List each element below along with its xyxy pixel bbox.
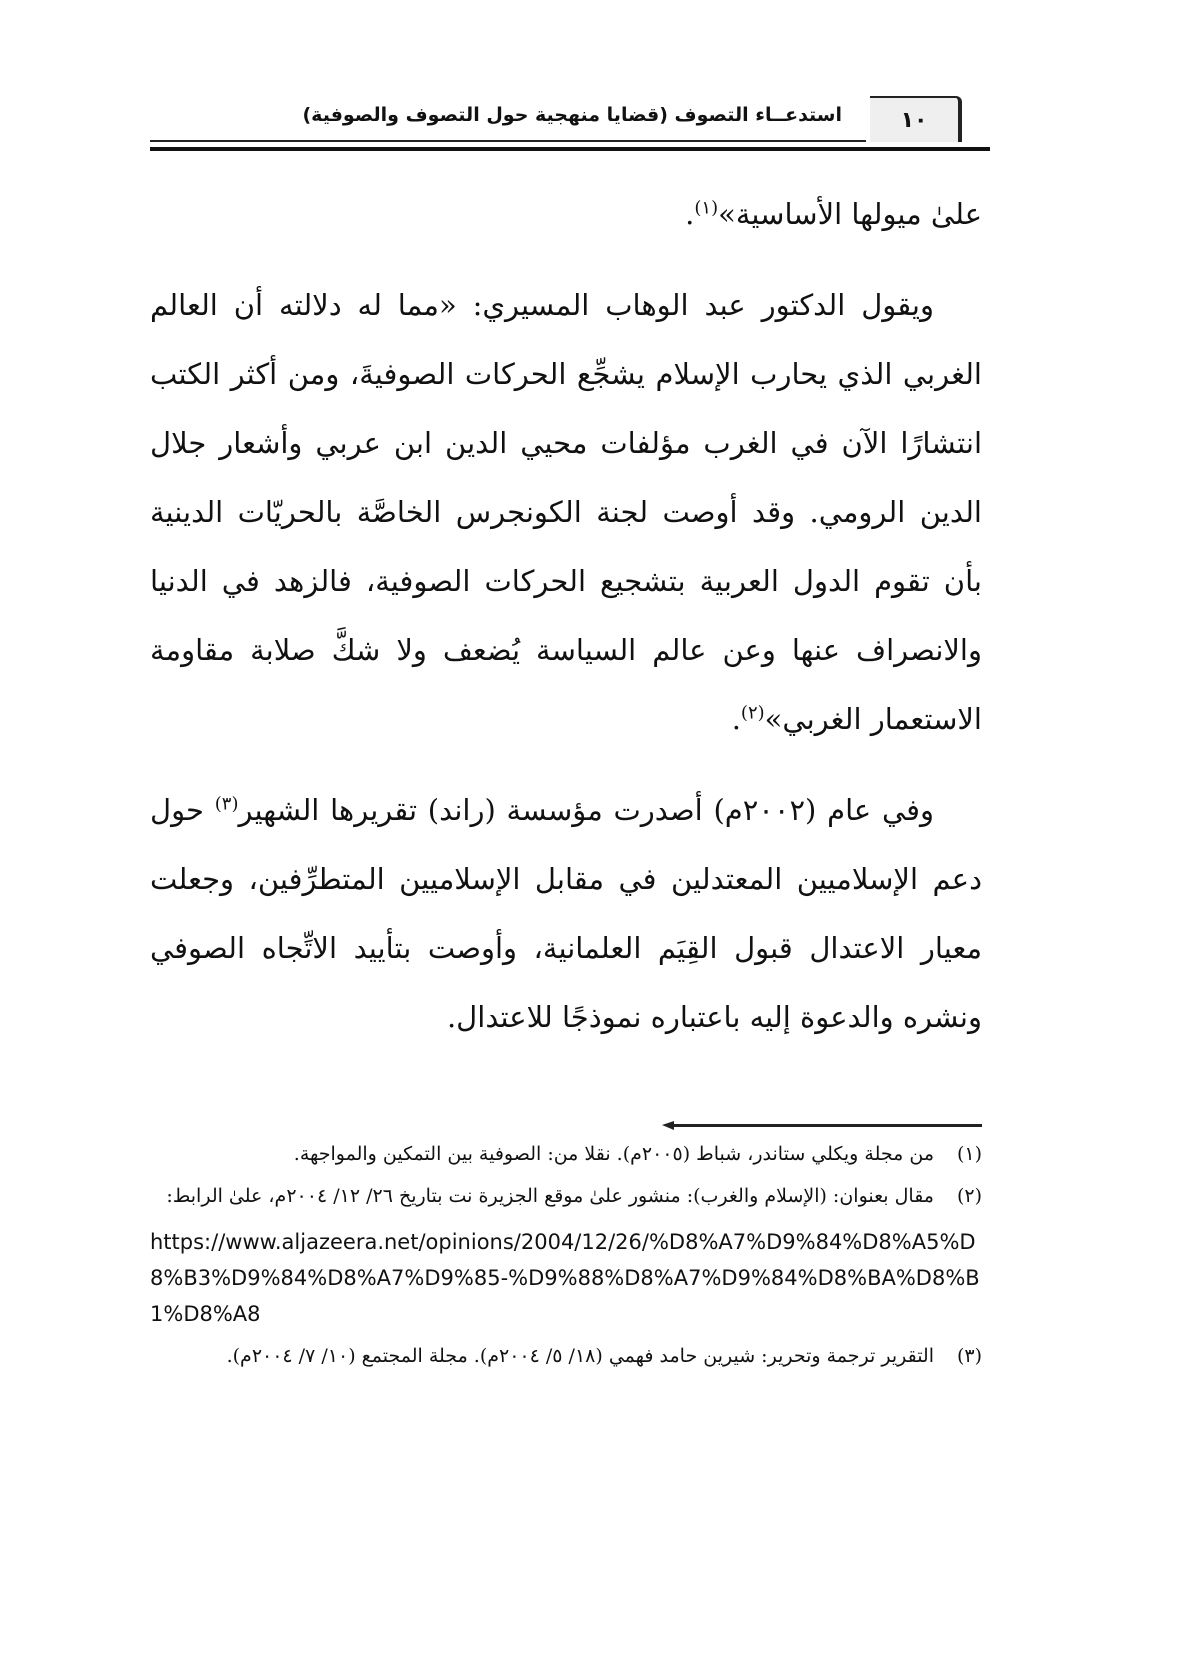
- paragraph-text: علىٰ ميولها الأساسية»: [718, 197, 982, 231]
- footnote: [150, 1338, 982, 1374]
- footnote-ref[interactable]: (٣): [214, 793, 239, 815]
- footnote-number: (٣): [956, 1345, 982, 1367]
- paragraph: [150, 271, 982, 754]
- footnote-number: (٢): [956, 1185, 982, 1207]
- footnote-text: مقال بعنوان: (الإسلام والغرب): منشور علىٰ موقع الجزيرة نت بتاريخ ٢٦/ ١٢/ ٢٠٠٤م، علىٰ الرابط:: [166, 1185, 934, 1207]
- footnote-number: (١): [956, 1143, 982, 1165]
- paragraph-tail: .: [685, 197, 695, 231]
- footnote-ref[interactable]: (١): [694, 197, 719, 219]
- footnote: [150, 1178, 982, 1214]
- footnote: [150, 1136, 982, 1172]
- page-number: ١٠: [900, 107, 928, 133]
- footnote-text: التقرير ترجمة وتحرير: شيرين حامد فهمي (١٨/ ٥/ ٢٠٠٤م). مجلة المجتمع (١٠/ ٧/ ٢٠٠٤م).: [226, 1345, 934, 1367]
- paragraph-tail: حول دعم الإسلاميين المعتدلين في مقابل الإسلاميين المتطرِّفين، وجعلت معيار الاعتدال قبول القِيَم العلمانية، وأوصت بتأييد الاتِّجاه الصوفي ونشره والدعوة إليه باعتباره نموذجًا للاعتدال.: [150, 793, 982, 1034]
- paragraph-text: وفي عام (٢٠٠٢م) أصدرت مؤسسة (راند) تقريرها الشهير: [238, 793, 934, 827]
- paragraph: [150, 180, 982, 249]
- paragraph-tail: .: [731, 702, 741, 736]
- paragraph-text: ويقول الدكتور عبد الوهاب المسيري: «مما له دلالته أن العالم الغربي الذي يحارب الإسلام يشجِّع الحركات الصوفيةَ، ومن أكثر الكتب انتشارًا الآن في الغرب مؤلفات محيي الدين ابن عربي وأشعار جلال الدين الرومي. وقد أوصت لجنة الكونجرس الخاصَّة بالحريّات الدينية بأن تقوم الدول العربية بتشجيع الحركات الصوفية، فالزهد في الدنيا والانصراف عنها وعن عالم السياسة يُضعف ولا شكَّ صلابة مقاومة الاستعمار الغربي»: [150, 288, 982, 736]
- header-rule-thick: [150, 147, 990, 151]
- running-title: استدعــاء التصوف (قضايا منهجية حول التصوف والصوفية): [302, 104, 842, 126]
- footnote-ref[interactable]: (٢): [740, 702, 765, 724]
- footnotes: [150, 1136, 982, 1380]
- footnote-url[interactable]: https://www.aljazeera.net/opinions/2004/12/26/%D8%A7%D9%84%D8%A5%D8%B3%D9%84%D8%A7%D9%85-%D9%88%D8%A7%D9%84%D8%BA%D8%B1%D8%A8: [150, 1230, 980, 1326]
- paragraph: [150, 776, 982, 1052]
- page-header: [150, 96, 990, 148]
- footnote-text: من مجلة ويكلي ستاندر، شباط (٢٠٠٥م). نقلا من: الصوفية بين التمكين والمواجهة.: [293, 1143, 934, 1165]
- page-number-box: [870, 96, 962, 142]
- footnote-separator: [670, 1124, 982, 1127]
- body-text: [150, 180, 982, 1074]
- header-rule-thin: [150, 140, 866, 142]
